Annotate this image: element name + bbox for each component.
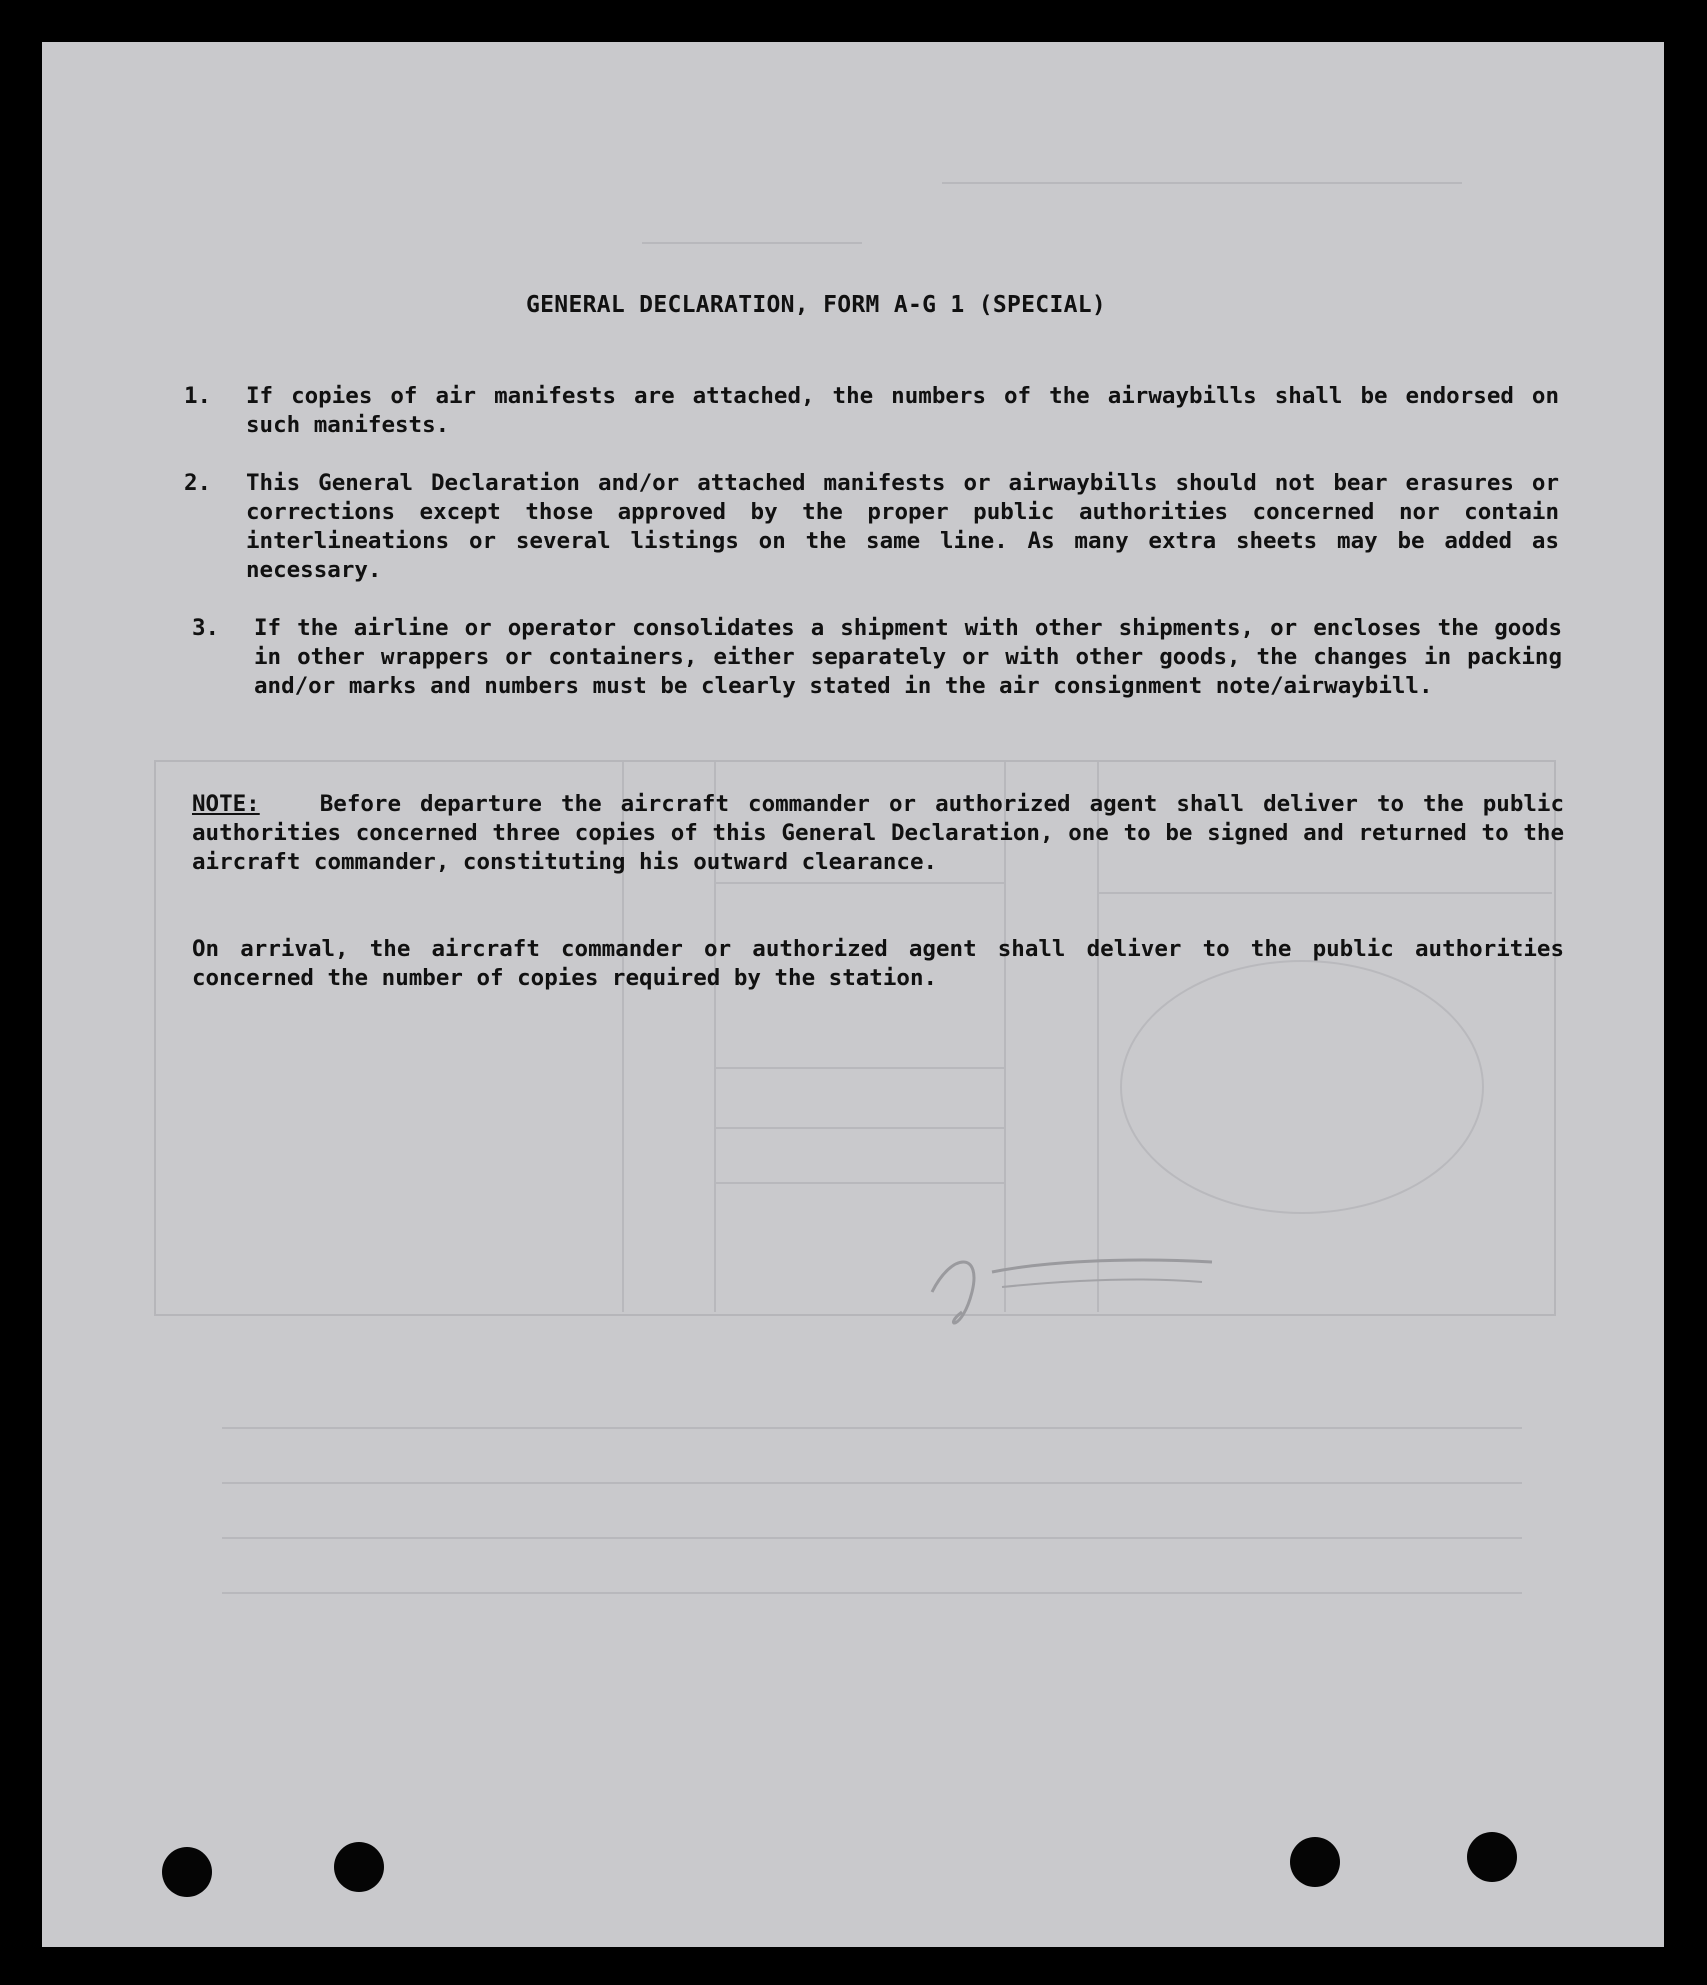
punch-hole [1290,1837,1340,1887]
item-number: 1. [184,383,212,409]
item-number: 3. [192,615,220,641]
note-text: Before departure the aircraft commander or authorized agent shall deliver to the public authorities concerned three copies of this General Declaration, one to be signed and returned to the aircraft commander, constituting his outward clearance. [192,791,1564,875]
ghost-line [714,1067,1004,1069]
ghost-line [222,1592,1522,1594]
note-paragraph [192,790,1564,877]
item-text: If the airline or operator consolidates a shipment with other shipments, or encloses the goods in other wrappers or containers, either separately or with other goods, the changes in packing and/or marks and numbers must be clearly stated in the air consignment note/airwaybill. [254,615,1562,699]
ghost-line [222,1427,1522,1429]
ghost-line [222,1537,1522,1539]
document-page [42,42,1664,1947]
punch-hole [1467,1832,1517,1882]
punch-hole [334,1842,384,1892]
page-title: GENERAL DECLARATION, FORM A-G 1 (SPECIAL) [526,292,1107,318]
item-number: 2. [184,470,212,496]
ghost-line [714,1182,1004,1184]
ghost-line [714,882,1004,884]
item-text: This General Declaration and/or attached manifests or airwaybills should not bear erasures or corrections except those approved by the proper public authorities concerned nor contain interlineations or several listings on the same line. As many extra sheets may be added as necessary. [246,470,1559,583]
punch-hole [162,1847,212,1897]
item-text: If copies of air manifests are attached, the numbers of the airwaybills shall be endorsed on such manifests. [246,383,1559,438]
ghost-stamp [1120,960,1484,1214]
ghost-line [1097,892,1552,894]
ghost-line [942,182,1462,184]
ghost-line [642,242,862,244]
ghost-line [222,1482,1522,1484]
ghost-line [714,1127,1004,1129]
handwritten-mark [922,1232,1222,1332]
arrival-paragraph: On arrival, the aircraft commander or authorized agent shall deliver to the public authorities concerned the number of copies required by the station. [192,936,1564,991]
note-label: NOTE: [192,791,260,817]
